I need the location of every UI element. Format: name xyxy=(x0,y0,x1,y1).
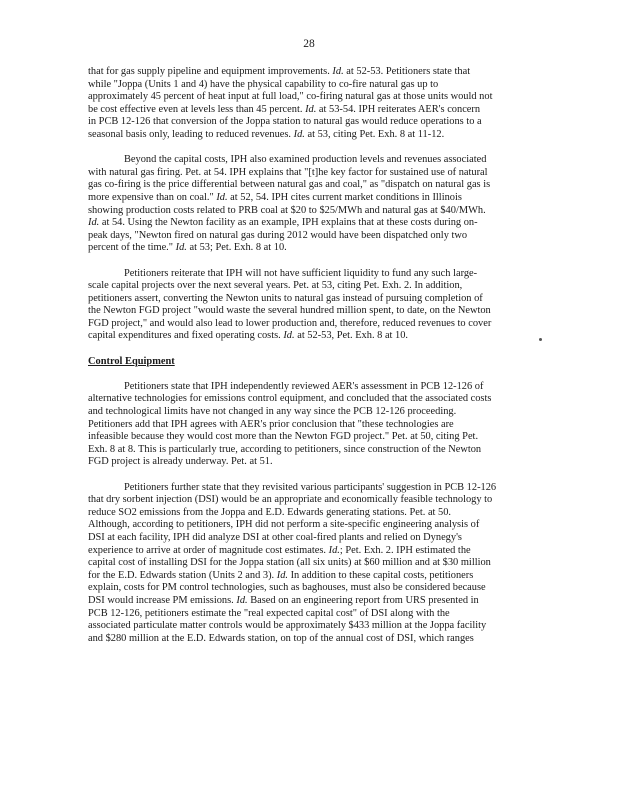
text-line: and technological limits have not changed in any way since the PCB 12-126 proceeding. xyxy=(88,406,457,418)
page-number: 28 xyxy=(303,38,315,50)
text-line: capital expenditures and fixed operating costs. Id. at 52-53, Pet. Exh. 8 at 10. xyxy=(88,330,409,342)
text-line: scale capital projects over the next several years. Pet. at 53, citing Pet. Exh. 2. In addition, xyxy=(88,280,463,292)
paragraph-gap xyxy=(88,368,530,381)
text-line: and $280 million at the E.D. Edwards station, on top of the annual cost of DSI, which ranges xyxy=(88,632,474,644)
text-line: while "Joppa (Units 1 and 4) have the physical capability to co-fire natural gas up to xyxy=(88,78,439,90)
text-line: more expensive than on coal." Id. at 52, 54. IPH cites current market conditions in Illinois xyxy=(88,191,462,203)
text-line: Petitioners further state that they revisited various participants' suggestion in PCB 12-126 xyxy=(124,481,497,493)
text-line: Petitioners reiterate that IPH will not have sufficient liquidity to fund any such large- xyxy=(124,267,478,279)
text-line: Petitioners add that IPH agrees with AER's prior conclusion that "these technologies are xyxy=(88,418,454,430)
text-line: with natural gas firing. Pet. at 54. IPH explains that "[t]he key factor for sustained use of natural xyxy=(88,166,488,178)
text-line: for the E.D. Edwards station (Units 2 and 3). Id. In addition to these capital costs, petitioners xyxy=(88,569,474,581)
text-line: DSI at each facility, IPH did analyze DSI at other coal-fired plants and relied on Dynegy's xyxy=(88,531,462,543)
paragraph-p5 xyxy=(88,482,530,646)
paragraph-p2 xyxy=(88,154,530,255)
text-line: that for gas supply pipeline and equipment improvements. Id. at 52-53. Petitioners state that xyxy=(88,66,471,77)
text-line: the Newton FGD project "would waste the several hundred million spent, to date, on the Newton xyxy=(88,305,491,317)
text-line: FGD project is already underway. Pet. at 51. xyxy=(88,456,273,468)
text-line: Although, according to petitioners, IPH did not perform a site-specific engineering analysis of xyxy=(88,519,480,531)
text-line: experience to arrive at order of magnitude cost estimates. Id.; Pet. Exh. 2. IPH estimated the xyxy=(88,544,471,556)
text-line: Id. at 54. Using the Newton facility as an example, IPH explains that at these costs during on- xyxy=(88,217,478,229)
text-line: FGD project," and would also lead to lower production and, therefore, reduced revenues to cover xyxy=(88,317,492,329)
text-line: alternative technologies for emissions control equipment, and concluded that the associated costs xyxy=(88,393,492,405)
text-line: Petitioners state that IPH independently reviewed AER's assessment in PCB 12-126 of xyxy=(124,380,484,392)
text-line: Exh. 8 at 8. This is particularly true, according to petitioners, since construction of the Newton xyxy=(88,443,482,455)
paragraph-gap xyxy=(88,469,530,482)
text-line: showing production costs related to PRB coal at $20 to $25/MWh and natural gas at $40/MWh. xyxy=(88,204,486,216)
text-line: explain, costs for PM control technologies, such as baghouses, must also be considered because xyxy=(88,582,486,594)
text-line: associated particulate matter controls would be approximately $433 million at the Joppa facility xyxy=(88,620,487,632)
text-line: capital cost of installing DSI for the Joppa station (all six units) at $60 million and at $30 million xyxy=(88,557,491,569)
document-body xyxy=(88,66,530,645)
stray-mark xyxy=(539,338,542,341)
text-line: DSI would increase PM emissions. Id. Based on an engineering report from URS presented in xyxy=(88,594,479,606)
paragraph-p1 xyxy=(88,66,530,142)
paragraph-p4 xyxy=(88,381,530,469)
text-line: petitioners assert, converting the Newton units to natural gas instead of pursuing completion of xyxy=(88,292,483,304)
text-line: gas co-firing is the price differential between natural gas and coal," as "dispatch on natural gas is xyxy=(88,179,491,191)
text-line: reduce SO2 emissions from the Joppa and E.D. Edwards generating stations. Pet. at 50. xyxy=(88,506,452,518)
text-line: percent of the time." Id. at 53; Pet. Exh. 8 at 10. xyxy=(88,242,287,254)
paragraph-gap xyxy=(88,255,530,268)
text-line: that dry sorbent injection (DSI) would be an appropriate and economically feasible technology to xyxy=(88,494,493,506)
paragraph-p3 xyxy=(88,268,530,344)
text-line: seasonal basis only, leading to reduced revenues. Id. at 53, citing Pet. Exh. 8 at 11-12. xyxy=(88,128,445,140)
text-line: Beyond the capital costs, IPH also examined production levels and revenues associated xyxy=(124,154,487,166)
text-line: infeasible because they would cost more than the Newton FGD project." Pet. at 50, citing Pet. xyxy=(88,431,479,443)
text-line: approximately 45 percent of heat input at full load," co-firing natural gas at those units would not xyxy=(88,91,493,103)
section-heading: Control Equipment xyxy=(88,355,175,367)
paragraph-gap xyxy=(88,343,530,356)
text-line: PCB 12-126, petitioners estimate the "real expected capital cost" of DSI along with the xyxy=(88,607,450,619)
text-line: be cost effective even at levels less than 45 percent. Id. at 53-54. IPH reiterates AER's concern xyxy=(88,103,481,115)
text-line: in PCB 12-126 that conversion of the Joppa station to natural gas would reduce operations to a xyxy=(88,116,482,128)
text-line: peak days, "Newton fired on natural gas during 2012 would have been dispatched only two xyxy=(88,229,468,241)
paragraph-gap xyxy=(88,142,530,155)
